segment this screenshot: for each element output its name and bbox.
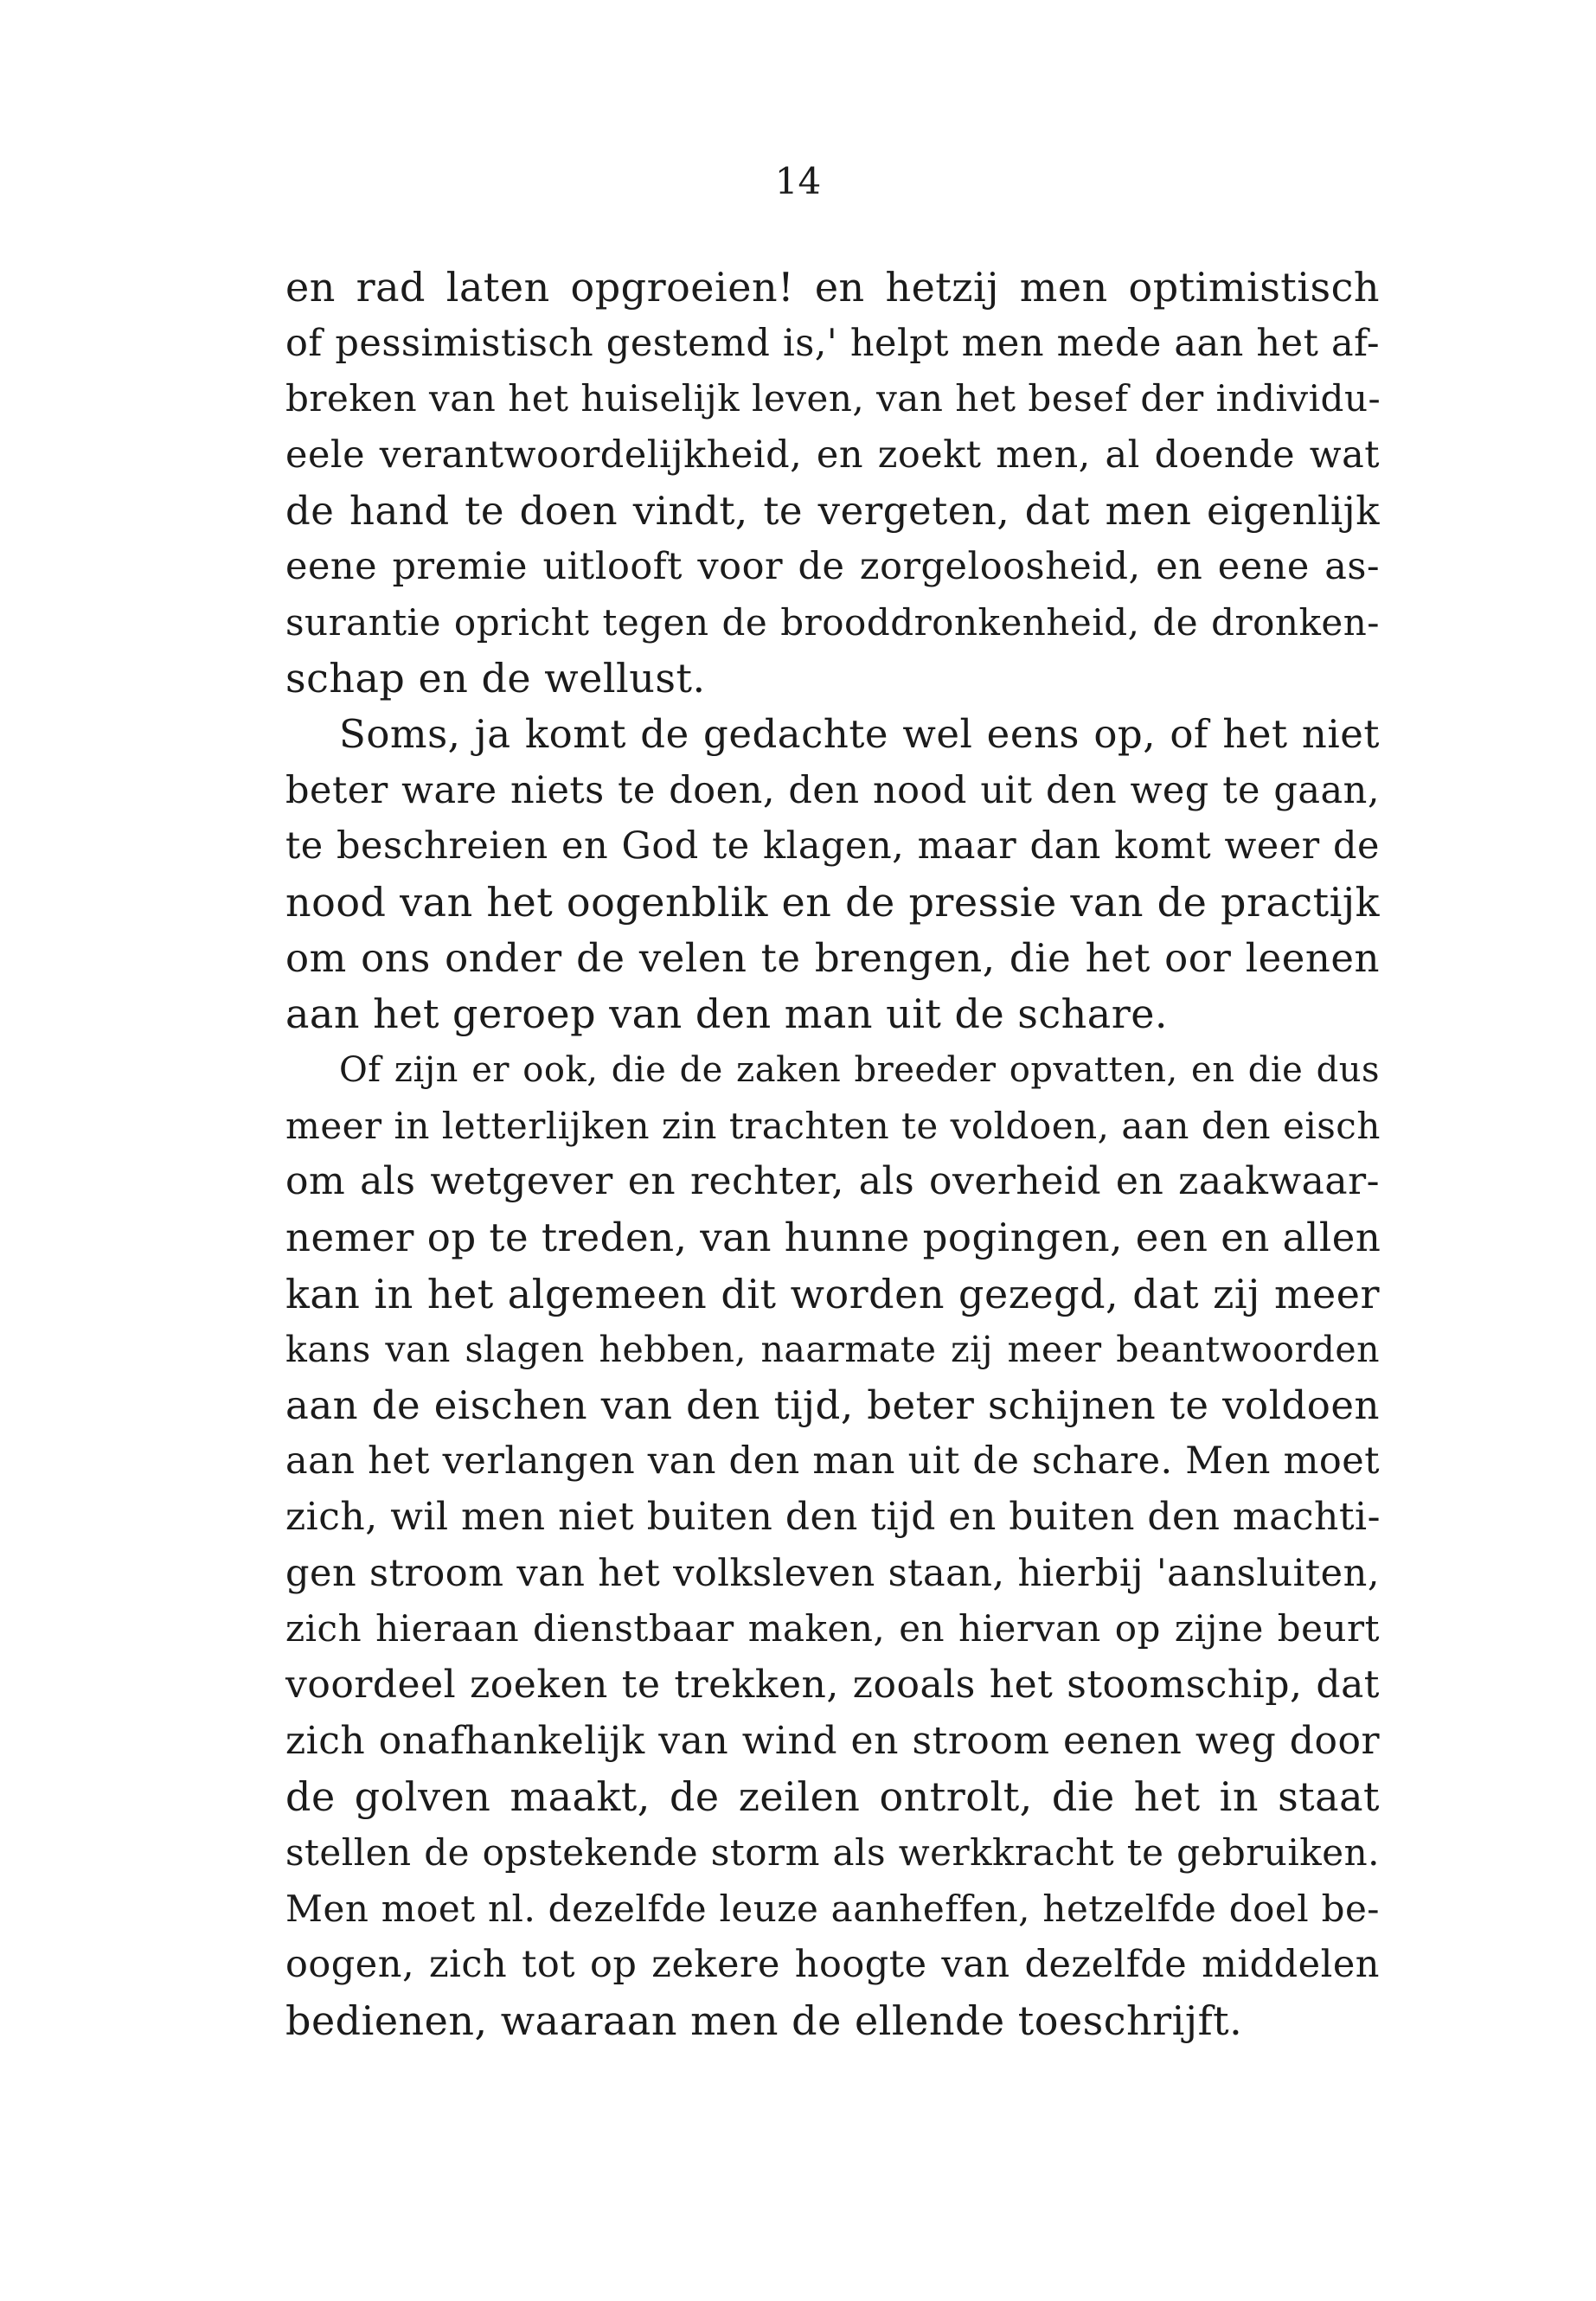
text-line: voordeel zoeken te trekken, zooals het stoomschip, dat <box>285 1663 1380 1708</box>
text-line: eele verantwoordelijkheid, en zoekt men, al doende wat <box>285 433 1380 477</box>
text-line: en rad laten opgroeien! en hetzij men optimistisch <box>285 264 1380 311</box>
text-line: beter ware niets te doen, den nood uit den weg te gaan, <box>285 768 1380 812</box>
text-line: of pessimistisch gestemd is,' helpt men mede aan het af- <box>285 321 1380 365</box>
text-line: om als wetgever en rechter, als overheid en zaakwaar- <box>285 1159 1380 1204</box>
text-line: eene premie uitlooft voor de zorgeloosheid, en eene as- <box>285 545 1380 589</box>
text-line: oogen, zich tot op zekere hoogte van dezelfde middelen <box>285 1943 1380 1987</box>
text-line: zich onafhankelijk van wind en stroom eenen weg door <box>285 1718 1380 1763</box>
text-line: stellen de opstekende storm als werkkracht te gebruiken. <box>285 1830 1380 1874</box>
text-line: aan de eischen van den tijd, beter schijnen te voldoen <box>285 1381 1380 1428</box>
text-line: nood van het oogenblik en de pressie van de practijk <box>285 879 1380 926</box>
text-line: de golven maakt, de zeilen ontrolt, die het in staat <box>285 1773 1380 1821</box>
text-line: meer in letterlijken zin trachten te voldoen, aan den eisch <box>285 1104 1381 1147</box>
text-line: de hand te doen vindt, te vergeten, dat men eigenlijk <box>285 487 1380 534</box>
paragraph-2 <box>285 707 1380 1042</box>
paragraph-3 <box>285 1042 1380 2049</box>
text-line: schap en de wellust. <box>285 655 706 702</box>
text-line: zich, wil men niet buiten den tijd en buiten den machti- <box>285 1495 1381 1540</box>
text-line: om ons onder de velen te brengen, die het oor leenen <box>285 934 1380 981</box>
text-line: kans van slagen hebben, naarmate zij meer beantwoorden <box>285 1329 1380 1371</box>
text-line: bedienen, waaraan men de ellende toeschrijft. <box>285 1997 1243 2044</box>
text-line: Men moet nl. dezelfde leuze aanheffen, hetzelfde doel be- <box>285 1887 1380 1930</box>
text-line: kan in het algemeen dit worden gezegd, dat zij meer <box>285 1270 1380 1317</box>
text-line: gen stroom van het volksleven staan, hierbij 'aansluiten, <box>285 1551 1380 1595</box>
text-line: nemer op te treden, van hunne pogingen, een en allen <box>285 1214 1381 1260</box>
text-line: aan het geroep van den man uit de schare. <box>285 990 1169 1038</box>
text-line: Of zijn er ook, die de zaken breeder opvatten, en die dus <box>339 1049 1380 1090</box>
text-line: breken van het huiselijk leven, van het besef der individu- <box>285 377 1381 420</box>
paragraph-1 <box>285 260 1380 707</box>
page-number: 14 <box>774 160 822 202</box>
text-line: Soms, ja komt de gedachte wel eens op, of het niet <box>339 711 1380 758</box>
body-text <box>285 260 1380 2049</box>
text-line: te beschreien en God te klagen, maar dan komt weer de <box>285 824 1380 868</box>
text-line: zich hieraan dienstbaar maken, en hiervan op zijne beurt <box>285 1607 1380 1650</box>
text-line: aan het verlangen van den man uit de schare. Men moet <box>285 1439 1380 1484</box>
text-line: surantie opricht tegen de brooddronkenheid, de dronken- <box>285 600 1380 644</box>
